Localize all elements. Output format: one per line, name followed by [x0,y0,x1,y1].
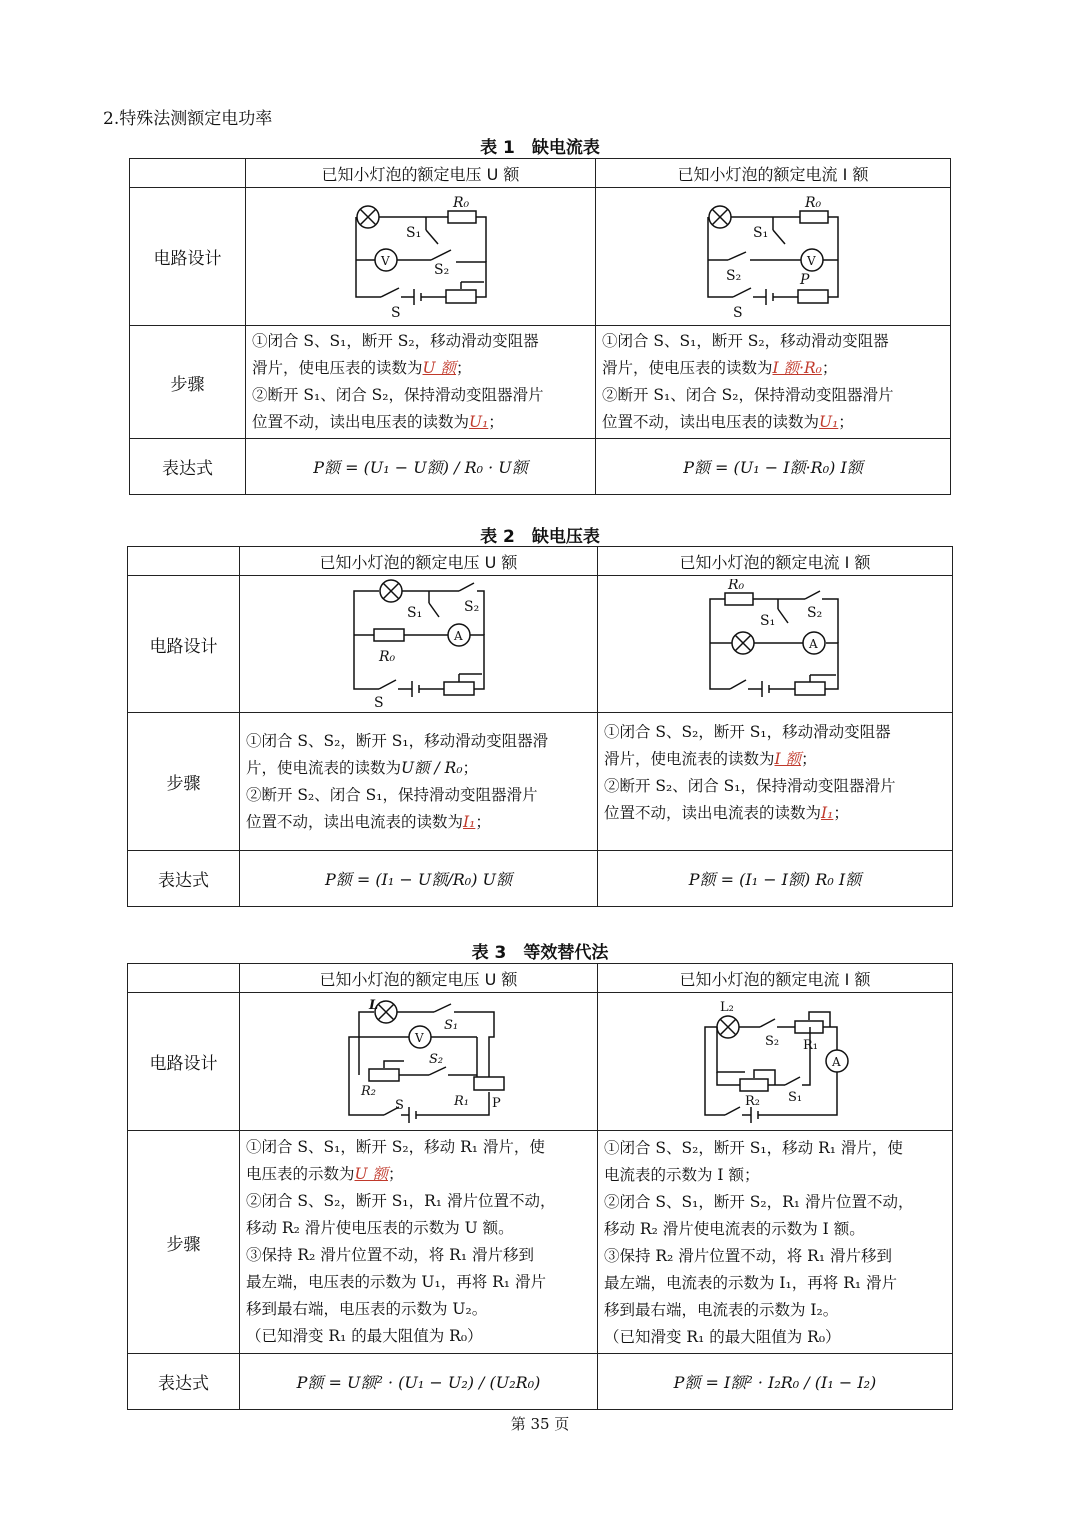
step-line: 位置不动，读出电压表的读数为 [252,413,470,431]
label-r0: R₀ [378,649,395,665]
label-s1: S₁ [788,1089,803,1105]
svg-text:A: A [832,1054,841,1069]
answer-blank: I₁ [463,812,476,831]
circuit-diagram-2b [598,576,953,713]
step-line: 最左端，电流表的示数为 I₁，再将 R₁ 滑片 [604,1274,898,1292]
label-s2: S₂ [726,267,742,284]
circuit-diagram-1b [596,188,951,326]
row-label-steps: 步骤 [130,326,246,439]
punct: ； [462,758,479,777]
table-3-steps-current [598,1131,953,1354]
svg-text:V: V [807,253,816,268]
step-line: ②闭合 S、S₂，断开 S₁，R₁ 滑片位置不动， [246,1192,556,1210]
answer-blank: I 额·R₀ [772,359,822,377]
label-r0: R₀ [728,579,745,593]
row-label-steps: 步骤 [128,713,240,851]
step-line: ①闭合 S、S₁，断开 S₂，移动滑动变阻器 [602,332,889,350]
step-line: 位置不动，读出电压表的读数为 [602,413,820,431]
table-2-steps-current [598,713,953,851]
answer-blank: U₁ [819,413,839,431]
label-p: P [800,271,810,288]
label-s2: S₂ [428,1051,443,1067]
step-line: ②断开 S₂、闭合 S₁，保持滑动变阻器滑片 [604,777,896,795]
circuit-diagram-3a [240,993,598,1131]
table-1-expr-current: P额 = (U₁ − I额·R₀) I额 [596,439,951,495]
label-s2: S₂ [463,599,479,615]
label-s1: S₁ [760,613,776,629]
table-2-col-voltage: 已知小灯泡的额定电压 U 额 [240,547,598,576]
table-2-col-current: 已知小灯泡的额定电流 I 额 [598,547,953,576]
section-title: 2.特殊法测额定电功率 [103,109,273,129]
punct: ； [801,750,817,768]
punct: ； [838,413,854,431]
punct: ； [488,413,504,431]
table-3-corner [128,964,240,993]
table-1-col-voltage: 已知小灯泡的额定电压 U 额 [246,159,596,188]
circuit-diagram-3b [598,993,953,1131]
label-r1: R₁ [803,1037,818,1053]
label-s1: S₁ [443,1017,458,1033]
step-line: 移到最右端，电压表的示数为 U₂。 [246,1300,488,1318]
label-r0: R₀ [805,194,822,211]
svg-text:V: V [380,253,390,268]
step-line: ②断开 S₁、闭合 S₂，保持滑动变阻器滑片 [602,386,894,404]
table-2-caption: 表 2 缺电压表 [480,527,600,547]
table-2-steps-voltage [240,713,598,851]
svg-text:A: A [453,629,463,643]
step-line: 移到最右端，电流表的示数为 I₂。 [604,1301,839,1319]
label-l2: L₂ [720,999,734,1015]
table-3-col-voltage: 已知小灯泡的额定电压 U 额 [240,964,598,993]
answer-blank: I 额 [774,750,802,768]
circuit-diagram-1a [246,188,596,326]
page-number: 第 35 页 [510,1415,570,1433]
step-line: ①闭合 S、S₂，断开 S₁，移动 R₁ 滑片，使 [604,1139,903,1157]
label-s: S [373,695,384,709]
step-line: ②闭合 S、S₁，断开 S₂，R₁ 滑片位置不动， [604,1193,914,1211]
table-3-expr-current: P额 = I额² · I₂R₀ / (I₁ − I₂) [598,1354,953,1410]
step-line: 电压表的示数为 [246,1165,355,1183]
label-r0: R₀ [452,194,469,211]
row-label-expression: 表达式 [128,851,240,907]
step-line: 电流表的示数为 I 额； [604,1166,760,1184]
step-line: ②断开 S₂、闭合 S₁，保持滑动变阻器滑片 [246,785,538,804]
step-line: ②断开 S₁、闭合 S₂，保持滑动变阻器滑片 [252,386,544,404]
step-line: ①闭合 S、S₁，断开 S₂，移动滑动变阻器 [252,332,539,350]
svg-text:V: V [414,1030,424,1045]
label-s2: S₂ [807,605,823,621]
fraction: U额 / R₀ [401,758,463,777]
answer-blank: U 额 [422,359,457,377]
step-line: 最左端，电压表的示数为 U₁，再将 R₁ 滑片 [246,1273,546,1291]
table-1 [129,158,951,495]
answer-blank: U 额 [354,1165,389,1183]
step-line: ③保持 R₂ 滑片位置不动，将 R₁ 滑片移到 [604,1247,892,1265]
svg-text:A: A [809,637,818,651]
table-3-col-current: 已知小灯泡的额定电流 I 额 [598,964,953,993]
row-label-steps: 步骤 [128,1131,240,1354]
step-line: （已知滑变 R₁ 的最大阻值为 R₀） [604,1328,841,1346]
table-3 [127,963,953,1410]
table-1-col-current: 已知小灯泡的额定电流 I 额 [596,159,951,188]
label-s2: S₂ [433,261,449,278]
step-line: 移动 R₂ 滑片使电流表的示数为 I 额。 [604,1220,865,1238]
step-line: ①闭合 S、S₁，断开 S₂，移动 R₁ 滑片，使 [246,1138,545,1156]
punct: ； [821,359,838,377]
row-label-circuit: 电路设计 [128,576,240,713]
table-3-caption: 表 3 等效替代法 [471,943,609,963]
step-line: 滑片，使电压表的读数为 [602,359,773,377]
punct: ； [833,804,849,822]
step-line: 滑片，使电流表的读数为 [604,750,775,768]
table-2 [127,546,953,907]
step-line: 移动 R₂ 滑片使电压表的示数为 U 额。 [246,1219,514,1237]
row-label-expression: 表达式 [128,1354,240,1410]
label-r2: R₂ [360,1083,376,1099]
table-1-steps-current [596,326,951,439]
table-2-corner [128,547,240,576]
row-label-expression: 表达式 [130,439,246,495]
table-2-expr-voltage: P额 = (I₁ − U额/R₀) U额 [240,851,598,907]
step-line: 位置不动，读出电流表的读数为 [246,812,464,831]
label-l: L [368,997,378,1013]
circuit-diagram-2a [240,576,598,713]
label-s1: S₁ [406,605,422,621]
table-1-steps-voltage [246,326,596,439]
row-label-circuit: 电路设计 [128,993,240,1131]
step-line: 滑片，使电压表的读数为 [252,359,423,377]
step-line: ③保持 R₂ 滑片位置不动，将 R₁ 滑片移到 [246,1246,534,1264]
step-line: （已知滑变 R₁ 的最大阻值为 R₀） [246,1327,483,1345]
answer-blank: U₁ [469,413,489,431]
table-2-expr-current: P额 = (I₁ − I额) R₀ I额 [598,851,953,907]
table-3-steps-voltage [240,1131,598,1354]
row-label-circuit: 电路设计 [130,188,246,326]
answer-blank: I₁ [821,804,834,822]
punct: ； [475,812,491,831]
table-1-expr-voltage: P额 = (U₁ − U额) / R₀ · U额 [246,439,596,495]
label-r1: R₁ [453,1093,469,1109]
label-r2: R₂ [745,1093,760,1109]
label-s1: S₁ [753,224,769,241]
table-1-corner [130,159,246,188]
step-line: 片，使电流表的读数为 [246,758,402,777]
label-s: S [394,1097,404,1113]
step-line: ①闭合 S、S₂，断开 S₁，移动滑动变阻器滑 [246,731,549,750]
label-s: S [733,304,743,321]
label-s2: S₂ [765,1033,780,1049]
label-p: P [491,1095,501,1111]
step-line: ①闭合 S、S₂，断开 S₁，移动滑动变阻器 [604,723,891,741]
label-s1: S₁ [405,224,421,241]
punct: ； [456,359,472,377]
table-1-caption: 表 1 缺电流表 [480,138,600,158]
step-line: 位置不动，读出电流表的读数为 [604,804,822,822]
table-3-expr-voltage: P额 = U额² · (U₁ − U₂) / (U₂R₀) [240,1354,598,1410]
label-s: S [390,304,401,321]
punct: ； [388,1165,404,1183]
